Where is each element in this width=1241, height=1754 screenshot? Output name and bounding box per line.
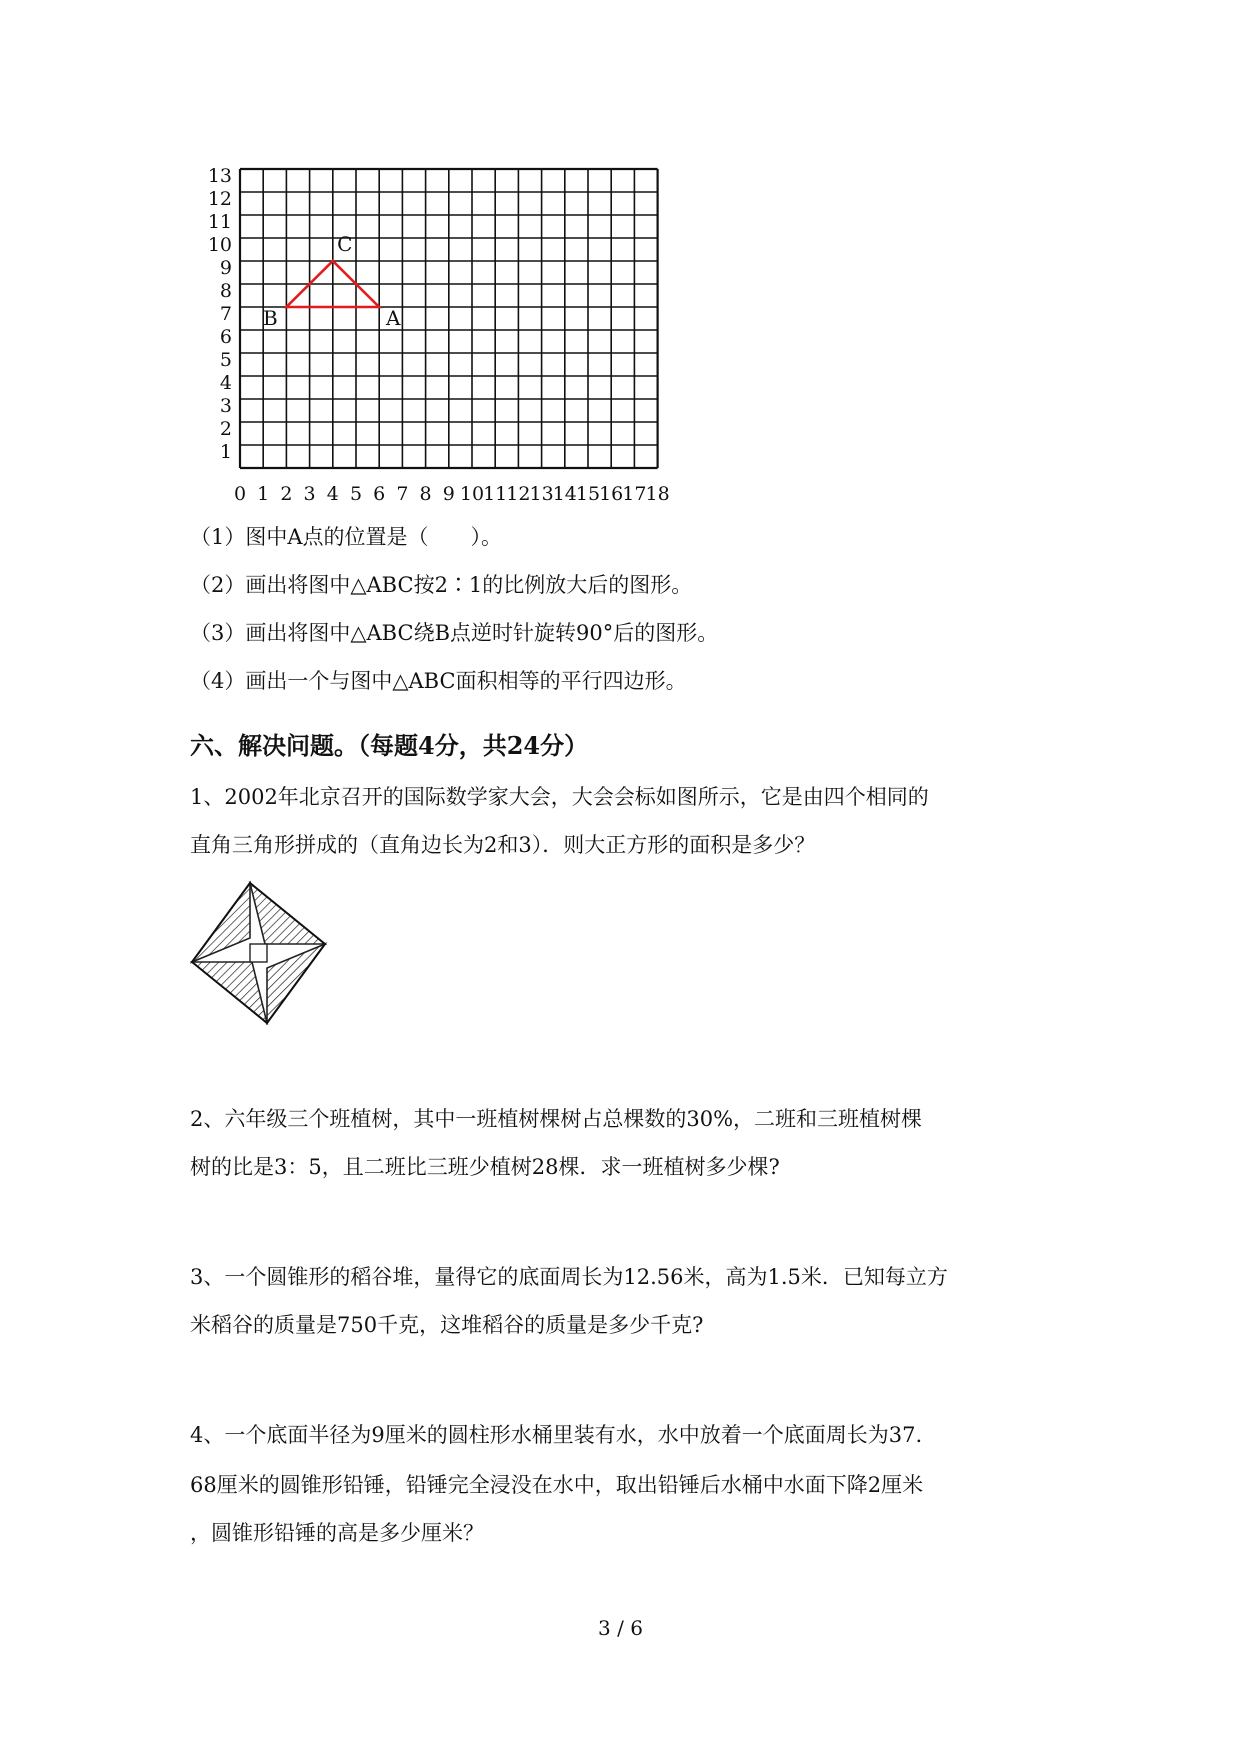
coordinate-grid-figure	[180, 150, 860, 510]
problem-2-line-1: 2、六年级三个班植树，其中一班植树棵树占总棵数的30%，二班和三班植树棵	[190, 1107, 923, 1131]
y-tick-label: 7	[219, 303, 232, 325]
x-tick-label: 17	[622, 483, 647, 505]
x-tick-label: 13	[529, 483, 554, 505]
section-title: 六、解决问题。（每题4分，共24分）	[190, 731, 589, 760]
y-tick-label: 11	[207, 211, 232, 233]
y-tick-label: 2	[219, 418, 232, 440]
x-tick-label: 18	[645, 483, 670, 505]
y-tick-label: 3	[219, 395, 232, 417]
vertex-label-a: A	[385, 306, 401, 330]
problem-4-line-3: ，圆锥形铅锤的高是多少厘米？	[190, 1521, 484, 1545]
y-tick-label: 5	[219, 349, 232, 371]
y-tick-label: 13	[207, 165, 232, 187]
question-1: （1）图中A点的位置是（ ）。	[190, 525, 503, 549]
problem-1-line-2: 直角三角形拼成的（直角边长为2和3）．则大正方形的面积是多少？	[190, 833, 816, 857]
x-tick-label: 3	[303, 483, 316, 505]
problem-3-line-1: 3、一个圆锥形的稻谷堆，量得它的底面周长为12.56米，高为1.5米．已知每立方	[190, 1265, 948, 1289]
y-tick-label: 10	[207, 234, 232, 256]
x-tick-label: 7	[396, 483, 409, 505]
x-tick-label: 0	[233, 483, 247, 505]
x-tick-label: 5	[349, 483, 363, 505]
problem-3-line-2: 米稻谷的质量是750千克，这堆稻谷的质量是多少千克?	[190, 1313, 704, 1337]
y-tick-label: 1	[219, 441, 232, 463]
y-tick-label: 8	[219, 280, 232, 302]
vertex-label-c: C	[337, 232, 353, 256]
mathematician-congress-logo-figure	[190, 880, 340, 1025]
question-4: （4）画出一个与图中△ABC面积相等的平行四边形。	[190, 669, 687, 693]
x-tick-label: 8	[419, 483, 432, 505]
y-tick-label: 12	[207, 188, 232, 210]
x-tick-label: 6	[373, 483, 386, 505]
x-tick-label: 14	[552, 483, 577, 505]
problem-4-line-2: 68厘米的圆锥形铅锤，铅锤完全浸没在水中，取出铅锤后水桶中水面下降2厘米	[190, 1473, 924, 1497]
x-tick-label: 12	[506, 483, 531, 505]
x-tick-label: 1	[257, 483, 270, 505]
grid-lines	[240, 169, 658, 468]
coordinate-grid	[180, 150, 860, 510]
y-tick-label: 4	[219, 372, 232, 394]
x-tick-label: 4	[326, 483, 339, 505]
y-tick-label: 6	[219, 326, 232, 348]
y-tick-label: 9	[219, 257, 232, 279]
problem-1-line-1: 1、2002年北京召开的国际数学家大会，大会会标如图所示，它是由四个相同的	[190, 785, 929, 809]
pinwheel-square-diagram	[190, 880, 340, 1025]
problem-4-line-1: 4、一个底面半径为9厘米的圆柱形水桶里装有水，水中放着一个底面周长为37.	[190, 1423, 923, 1447]
page-number: 3 / 6	[598, 1616, 643, 1640]
vertex-label-b: B	[263, 306, 278, 330]
x-tick-label: 15	[575, 483, 601, 505]
question-3: （3）画出将图中△ABC绕B点逆时针旋转90°后的图形。	[190, 621, 719, 645]
x-tick-label: 9	[442, 483, 455, 505]
x-tick-label: 11	[483, 483, 508, 505]
x-tick-label: 2	[280, 483, 293, 505]
x-tick-label: 16	[599, 483, 624, 505]
question-2: （2）画出将图中△ABC按2∶1的比例放大后的图形。	[190, 573, 693, 597]
x-tick-label: 10	[459, 483, 485, 505]
problem-2-line-2: 树的比是3：5，且二班比三班少植树28棵．求一班植树多少棵?	[190, 1155, 780, 1179]
